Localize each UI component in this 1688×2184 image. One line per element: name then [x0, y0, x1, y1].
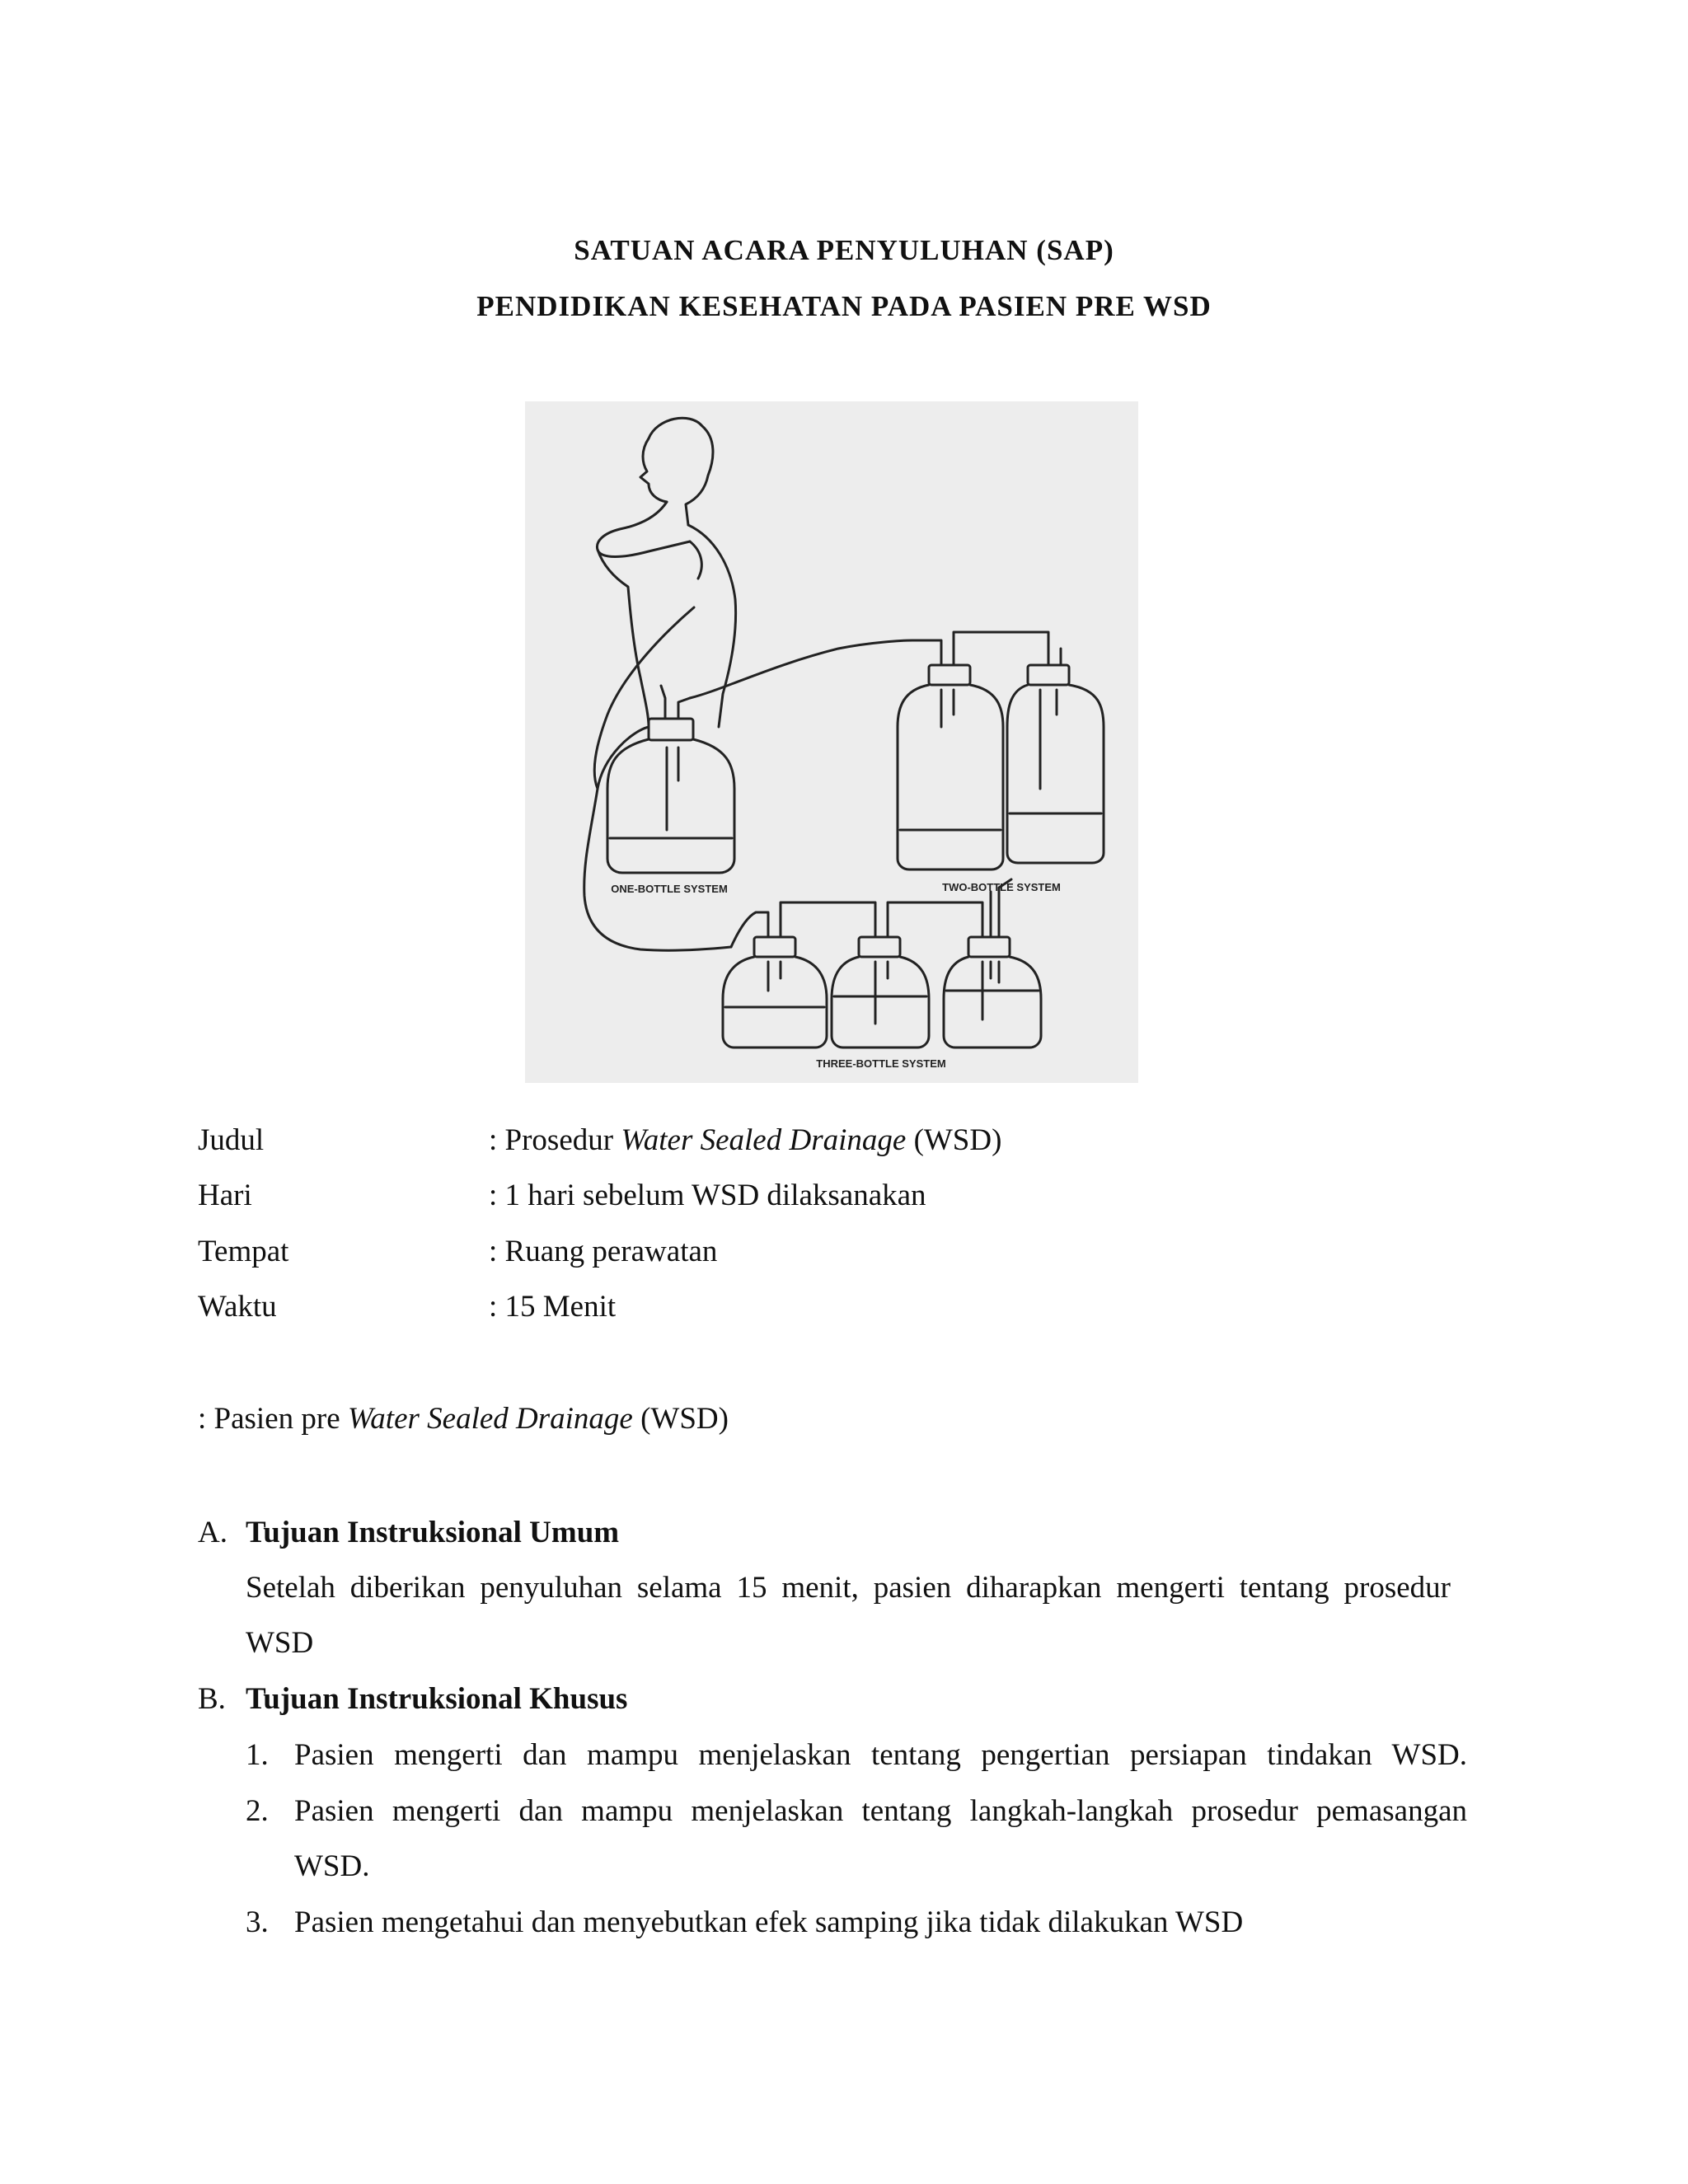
judul-italic: Water Sealed Drainage	[621, 1123, 907, 1157]
bottle-1	[607, 739, 734, 873]
section-b-marker: B.	[198, 1682, 226, 1716]
list-item-2-text-line-1: Pasien mengerti dan mampu menjelaskan tentang langkah-langkah prosedur pemasangan	[294, 1794, 1467, 1828]
list-item-1-number: 1.	[246, 1738, 269, 1772]
judul-label: Judul	[198, 1123, 265, 1157]
section-a-heading-text: Tujuan Instruksional Umum	[246, 1516, 620, 1549]
section-b-heading-text: Tujuan Instruksional Khusus	[246, 1682, 628, 1716]
label-three-bottle: THREE-BOTTLE SYSTEM	[816, 1057, 946, 1070]
bottle-5-cap	[859, 937, 900, 957]
sasaran-italic: Water Sealed Drainage	[347, 1402, 633, 1436]
list-item-2-number: 2.	[246, 1794, 269, 1828]
section-a-marker: A.	[198, 1516, 227, 1549]
tempat-value: : Ruang perawatan	[489, 1235, 718, 1268]
section-a-text-line-1: Setelah diberikan penyuluhan selama 15 menit, pasien diharapkan mengerti tentang prosedur	[246, 1571, 1451, 1605]
tempat-label: Tempat	[198, 1235, 289, 1268]
label-one-bottle: ONE-BOTTLE SYSTEM	[611, 883, 728, 895]
hari-value: : 1 hari sebelum WSD dilaksanakan	[489, 1179, 926, 1212]
wsd-illustration	[525, 401, 1138, 1083]
bottle-2	[898, 685, 1003, 869]
list-item-3-number: 3.	[246, 1905, 269, 1939]
sasaran-line	[198, 1401, 729, 1436]
list-item-1-text: Pasien mengerti dan mampu menjelaskan tentang pengertian persiapan tindakan WSD.	[294, 1738, 1467, 1772]
waktu-value: : 15 Menit	[489, 1290, 617, 1324]
section-a-text-line-2: WSD	[246, 1626, 314, 1660]
label-two-bottle: TWO-BOTTLE SYSTEM	[942, 881, 1061, 893]
title-line-1: SATUAN ACARA PENYULUHAN (SAP)	[574, 234, 1114, 266]
bottle-2-cap	[929, 665, 970, 685]
sasaran-prefix: : Pasien pre	[198, 1402, 348, 1436]
title-line-2: PENDIDIKAN KESEHATAN PADA PASIEN PRE WSD	[476, 290, 1212, 322]
judul-value	[489, 1122, 1001, 1158]
list-item-3-text: Pasien mengetahui dan menyebutkan efek samping jika tidak dilakukan WSD	[294, 1905, 1244, 1939]
bottle-1-cap	[649, 719, 693, 740]
judul-prefix: : Prosedur	[489, 1123, 621, 1157]
sasaran-suffix: (WSD)	[632, 1402, 729, 1436]
bottle-6-cap	[968, 937, 1010, 957]
waktu-label: Waktu	[198, 1290, 277, 1324]
bottle-3-cap	[1028, 665, 1069, 685]
patient-head-outline	[649, 418, 713, 525]
judul-suffix: (WSD)	[906, 1123, 1002, 1157]
patient-arm-outline	[597, 502, 690, 557]
section-a-heading	[246, 1515, 619, 1550]
bottle-4-cap	[754, 937, 795, 957]
list-item-2-text-line-2: WSD.	[294, 1849, 370, 1883]
section-b-heading	[246, 1681, 627, 1717]
drainage-system-drawing	[525, 401, 1138, 1083]
hari-label: Hari	[198, 1179, 252, 1212]
